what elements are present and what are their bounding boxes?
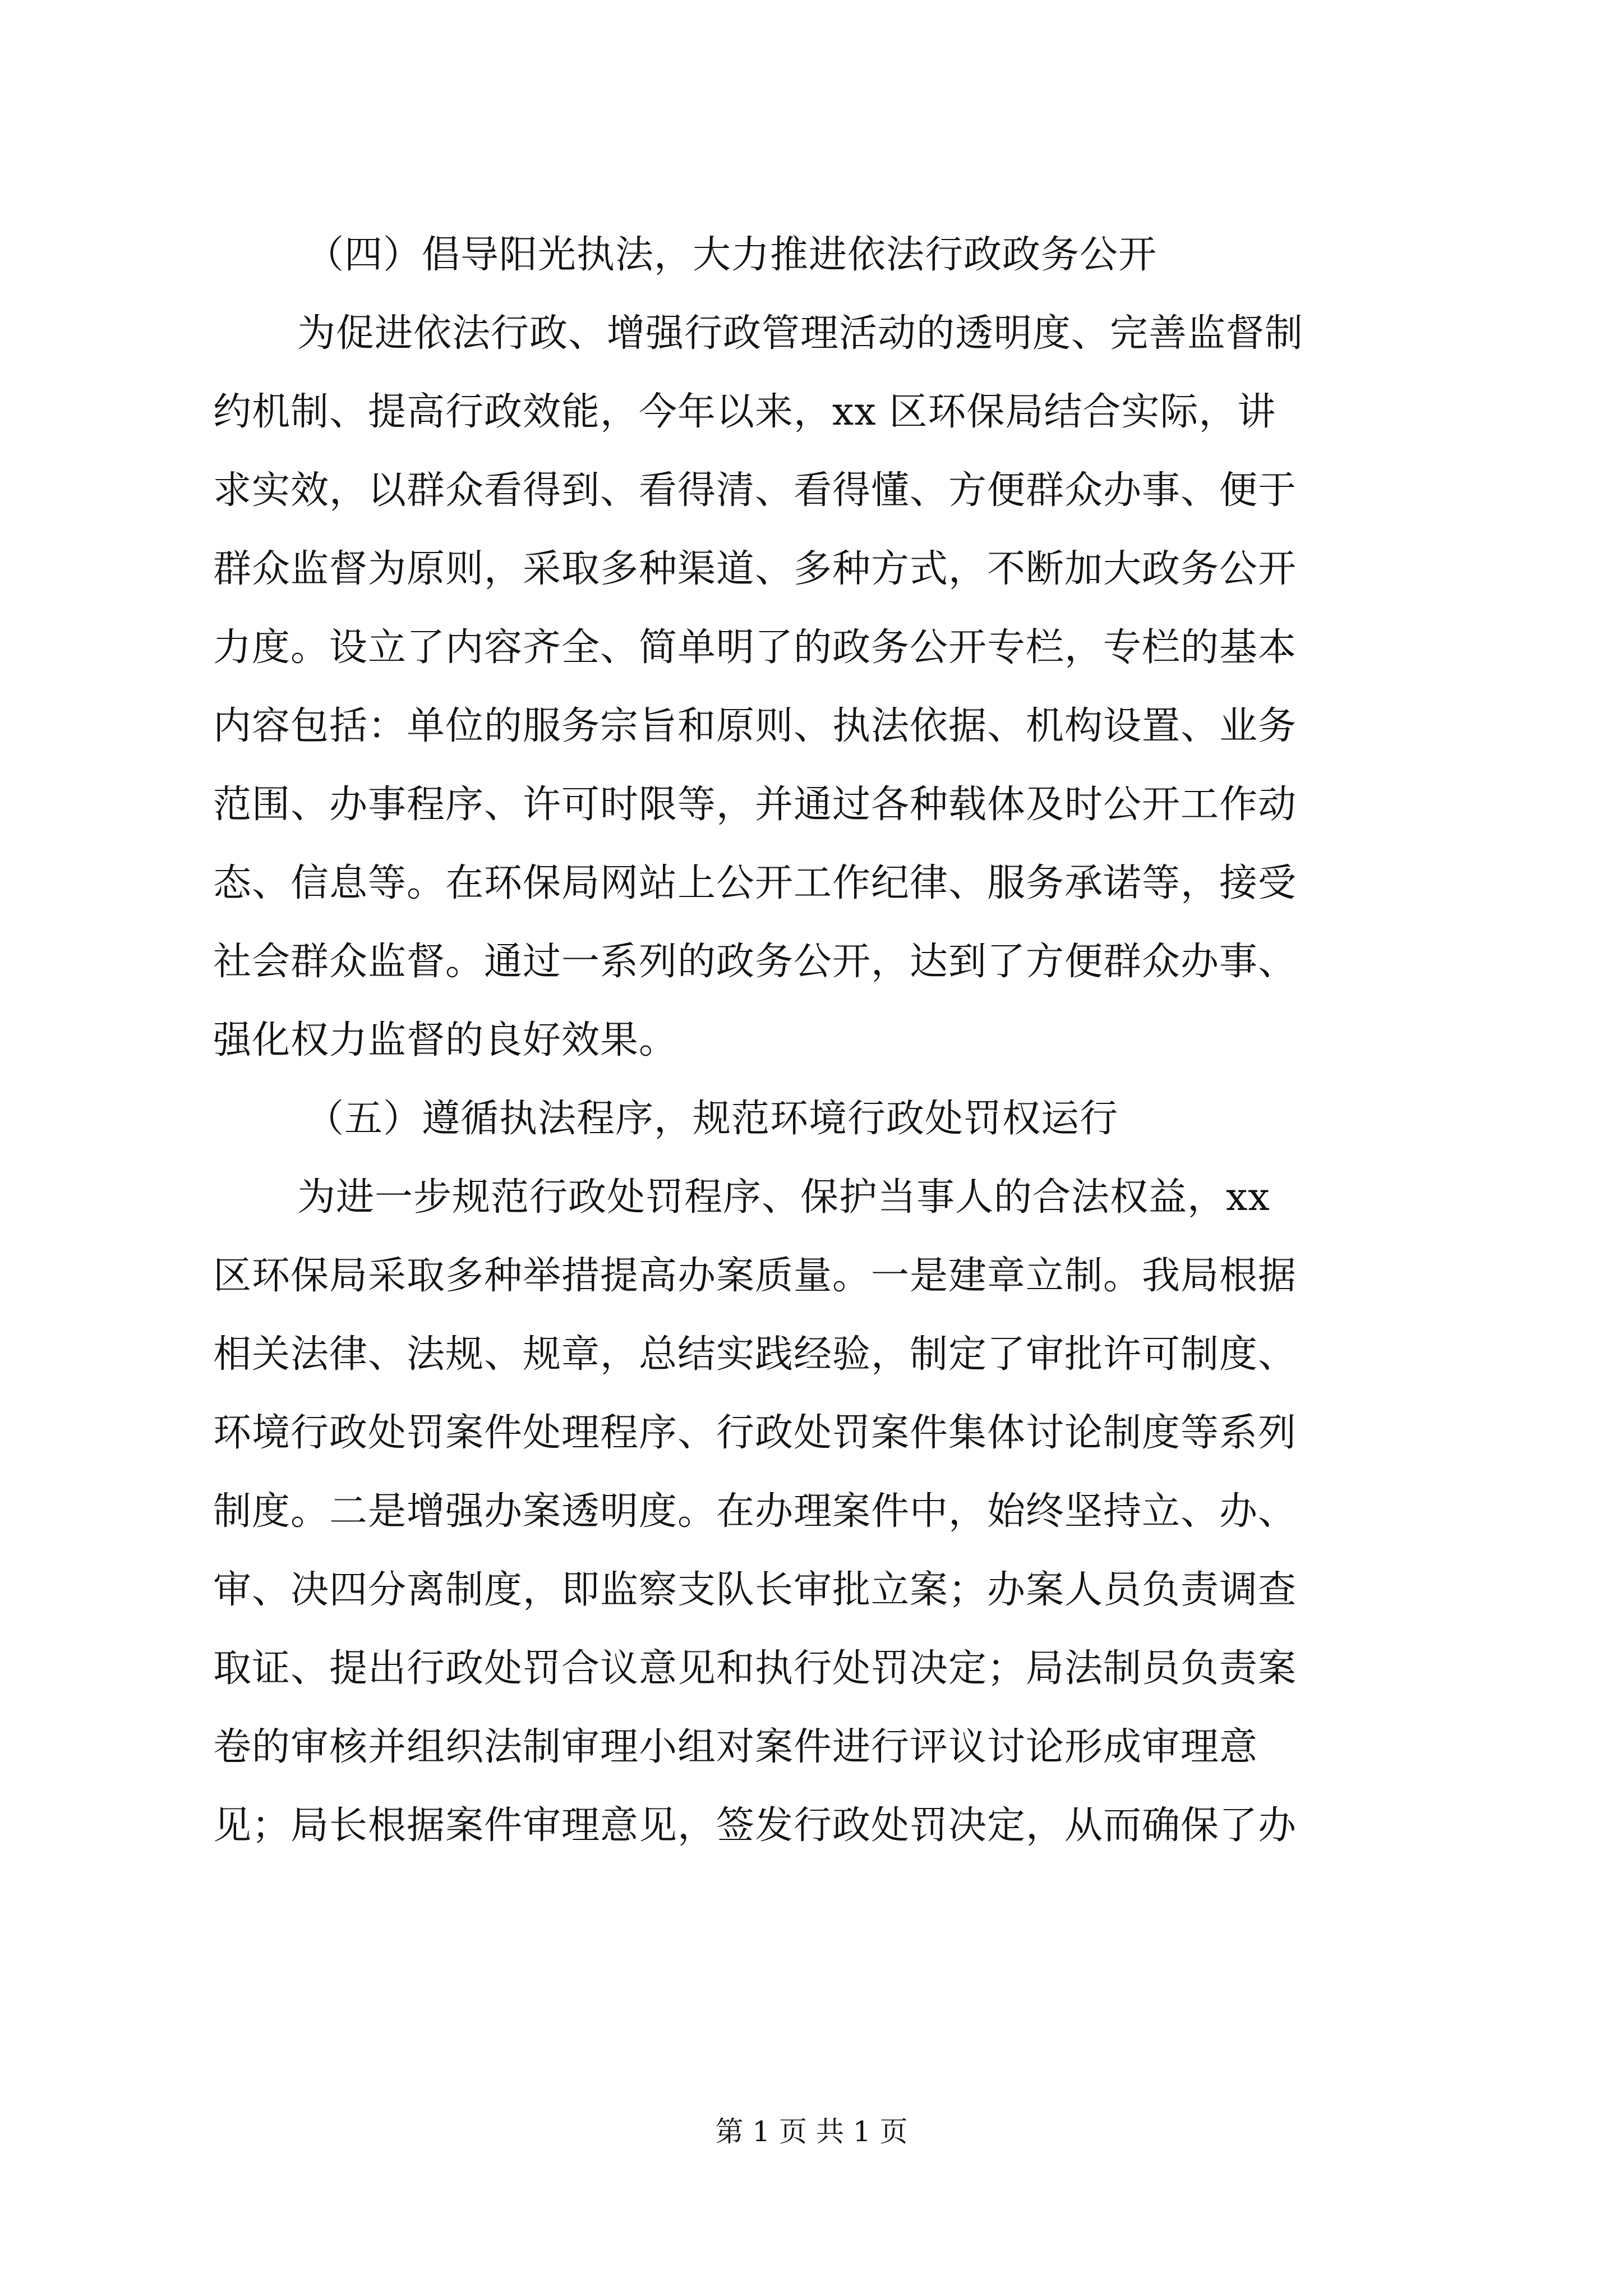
paragraph-line: 为促进依法行政、增强行政管理活动的透明度、完善监督制 bbox=[297, 311, 1304, 356]
paragraph-line: 力度。设立了内容齐全、简单明了的政务公开专栏，专栏的基本 bbox=[213, 625, 1297, 670]
paragraph-line: 审、决四分离制度，即监察支队长审批立案；办案人员负责调查 bbox=[213, 1568, 1297, 1612]
paragraph-line: 卷的审核并组织法制审理小组对案件进行评议讨论形成审理意 bbox=[213, 1725, 1258, 1769]
paragraph-line: 取证、提出行政处罚合议意见和执行处罚决定；局法制员负责案 bbox=[213, 1646, 1297, 1691]
paragraph-line: 范围、办事程序、许可时限等，并通过各种载体及时公开工作动 bbox=[213, 783, 1297, 827]
paragraph-line: 相关法律、法规、规章，总结实践经验，制定了审批许可制度、 bbox=[213, 1332, 1297, 1377]
paragraph-line: 区环保局采取多种举措提高办案质量。一是建章立制。我局根据 bbox=[213, 1254, 1297, 1298]
paragraph-line: 态、信息等。在环保局网站上公开工作纪律、服务承诺等，接受 bbox=[213, 861, 1297, 905]
paragraph-line: 环境行政处罚案件处理程序、行政处罚案件集体讨论制度等系列 bbox=[213, 1411, 1297, 1455]
page-footer: 第 1 页 共 1 页 bbox=[715, 2115, 908, 2148]
section-heading-4: （四）倡导阳光执法，大力推进依法行政政务公开 bbox=[306, 233, 1158, 277]
paragraph-line: 约机制、提高行政效能，今年以来，xx 区环保局结合实际，讲 bbox=[213, 390, 1276, 434]
paragraph-line: 社会群众监督。通过一系列的政务公开，达到了方便群众办事、 bbox=[213, 940, 1297, 984]
paragraph-line: 强化权力监督的良好效果。 bbox=[213, 1018, 678, 1062]
paragraph-line: 为进一步规范行政处罚程序、保护当事人的合法权益，xx bbox=[297, 1175, 1270, 1220]
paragraph-line: 内容包括：单位的服务宗旨和原则、执法依据、机构设置、业务 bbox=[213, 704, 1297, 748]
paragraph-line: 见；局长根据案件审理意见，签发行政处罚决定，从而确保了办 bbox=[213, 1803, 1297, 1848]
paragraph-line: 制度。二是增强办案透明度。在办理案件中，始终坚持立、办、 bbox=[213, 1489, 1297, 1534]
paragraph-line: 群众监督为原则，采取多种渠道、多种方式，不断加大政务公开 bbox=[213, 547, 1297, 591]
section-heading-5: （五）遵循执法程序，规范环境行政处罚权运行 bbox=[306, 1097, 1119, 1141]
paragraph-line: 求实效，以群众看得到、看得清、看得懂、方便群众办事、便于 bbox=[213, 468, 1297, 513]
